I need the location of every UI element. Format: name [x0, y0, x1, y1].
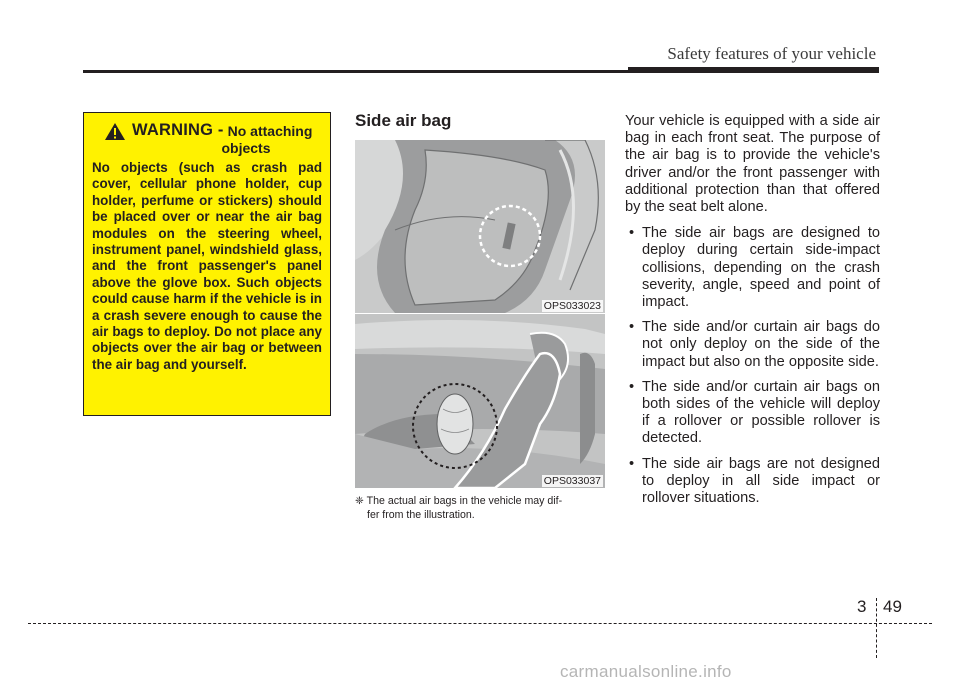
deployed-airbag-illustration	[355, 314, 605, 488]
seat-side-illustration	[355, 140, 605, 313]
page-header-title: Safety features of your vehicle	[667, 44, 876, 63]
page-number: 49	[883, 597, 902, 616]
intro-paragraph: Your vehicle is equipped with a side air bag in each front seat. The purpose of the air bag is to provide the vehicle's driver and/or the front passenger with additional protection than that offered by the seat belt alone.	[625, 113, 880, 216]
cabin-airbag-illustration	[355, 314, 605, 488]
bullet-item: • The side and/or curtain air bags do not only deploy on the side of the impact but also on the opposite side.	[625, 319, 880, 371]
figure-code: OPS033037	[543, 475, 601, 487]
warning-label: WARNING -	[132, 121, 224, 139]
watermark: carmanualsonline.info	[560, 662, 732, 681]
warning-subtitle: No attaching	[227, 123, 313, 139]
warning-box	[83, 112, 331, 416]
warning-triangle-icon	[104, 122, 126, 141]
chapter-number: 3	[857, 597, 867, 616]
header-tab-bar	[628, 67, 879, 73]
section-title: Side air bag	[355, 111, 452, 130]
bullet-item: • The side air bags are designed to deploy during certain side-impact collisions, depending on the crash severity, angle, speed and point of impact.	[625, 225, 880, 311]
seat-airbag-illustration	[355, 140, 605, 313]
figure-code: OPS033023	[543, 300, 601, 312]
caption-line-1: ❈ The actual air bags in the vehicle may dif-	[355, 495, 563, 507]
footer-divider	[876, 598, 877, 658]
warning-heading	[104, 121, 322, 141]
warning-body-text: No objects (such as crash pad cover, cellular phone holder, cup holder, perfume or stickers) should be placed over or near the air bag modules on the steering wheel, instrument panel, windshield glass, and the front passenger's panel above the glove box. Such objects could cause harm if the vehicle is in a crash severe enough to cause the air bags to deploy. Do not place any objects over the air bag or between the air bag and yourself.	[92, 160, 322, 372]
body-text-column	[625, 113, 880, 515]
bullet-list	[625, 225, 880, 507]
bullet-item: • The side air bags are not designed to deploy in all side impact or rollover situations.	[625, 456, 880, 508]
bullet-item: • The side and/or curtain air bags on both sides of the vehicle will deploy if a rollover or possible rollover is detected.	[625, 379, 880, 448]
caption-line-2: fer from the illustration.	[367, 509, 475, 521]
figure-caption	[355, 494, 607, 522]
footer-dashed-rule	[28, 623, 932, 624]
warning-subtitle-cont: objects	[221, 140, 271, 156]
